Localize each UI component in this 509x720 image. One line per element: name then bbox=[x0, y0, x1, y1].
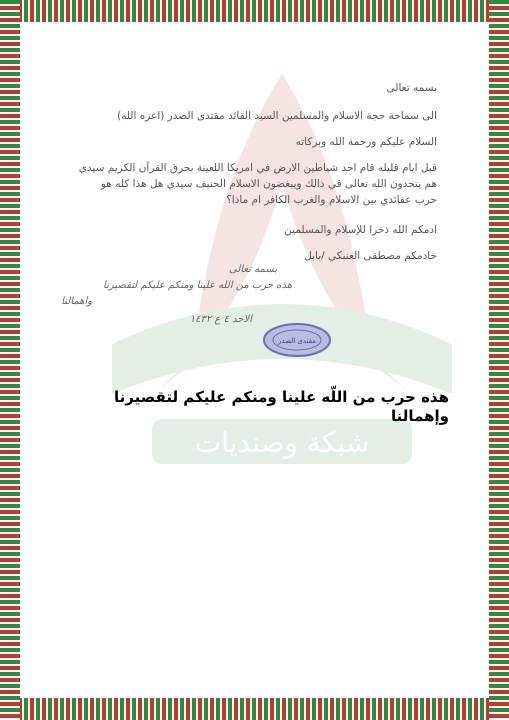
letter-greeting: السلام عليكم ورحمة الله وبركاته bbox=[295, 136, 437, 148]
letter-sheet bbox=[22, 24, 487, 696]
letter-addressee: الى سماحة حجة الاسلام والمسلمين السيد القائد مقتدى الصدر (اعزه الله) bbox=[117, 110, 437, 122]
typed-reply bbox=[109, 388, 449, 426]
decorative-border-left bbox=[0, 0, 20, 720]
official-stamp-icon bbox=[262, 322, 332, 358]
handwritten-line-3: واهمالنا bbox=[61, 296, 92, 307]
decorative-border-bottom bbox=[0, 698, 509, 720]
typed-reply-line-2: وإهمالنا bbox=[391, 407, 449, 425]
handwritten-line-1: بسمه تعالى bbox=[228, 264, 277, 275]
decorative-border-top bbox=[0, 0, 509, 22]
typed-reply-line-1: هذه حرب من اللّه علينا ومنكم عليكم لتقصيرنا bbox=[114, 388, 449, 406]
letter-body-line-3: حرب عقائدي بين الاسلام والغرب الكافر ام ماذا؟ bbox=[226, 194, 437, 206]
stamp-text: مقتدى الصدر bbox=[278, 337, 316, 345]
letter-body-line-1: قبل ايام قليله قام احد شياطين الارض في امريكا اللعينة بحرق القرآن الكريم سيدي bbox=[78, 162, 437, 174]
handwritten-date: الاحد ٤ ع ١٤٣٢ bbox=[189, 314, 252, 325]
decorative-border-right bbox=[489, 0, 509, 720]
letter-body-line-2: هم يتحدون الله تعالى في ذالك ويبغضون الاسلام الحنيف سيدي هل هذا كله هو bbox=[100, 178, 437, 190]
handwritten-line-2: هذه حرب من الله علينا ومنكم عليكم لتقصيرنا bbox=[103, 280, 292, 291]
letter-closing: ادمكم الله ذخرا للإسلام والمسلمين bbox=[284, 224, 437, 236]
letter-opening: بسمه تعالى bbox=[386, 82, 437, 94]
watermark-text: شبكة وصنديات bbox=[194, 426, 370, 459]
letter-sender: خادمكم مصطفى العنبكي /بابل bbox=[304, 250, 437, 262]
